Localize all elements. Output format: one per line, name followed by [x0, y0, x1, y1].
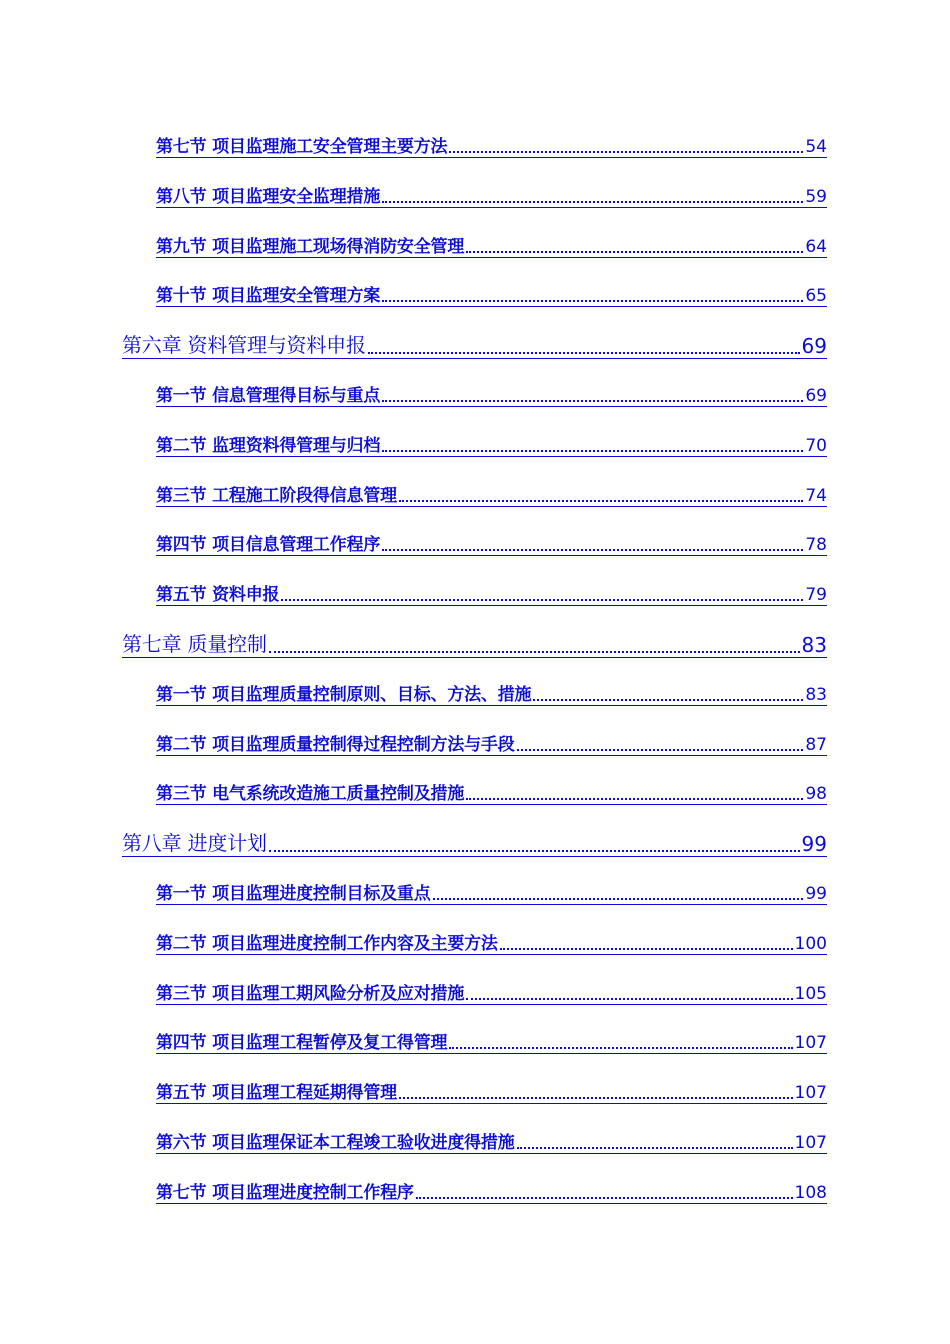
toc-entry-label: 第一节 项目监理进度控制目标及重点 — [156, 883, 431, 904]
toc-section-link[interactable] — [156, 481, 827, 507]
toc-entry-label: 第五节 项目监理工程延期得管理 — [156, 1083, 397, 1104]
toc-entry-label: 第六章 资料管理与资料申报 — [122, 333, 366, 358]
toc-section-link[interactable] — [156, 431, 827, 457]
dot-leader — [382, 300, 803, 302]
toc-section-link[interactable] — [156, 182, 827, 208]
toc-section-link[interactable] — [156, 979, 827, 1005]
toc-page-number: 59 — [805, 186, 827, 207]
toc-page-number: 78 — [805, 535, 827, 556]
toc-section-link[interactable] — [156, 381, 827, 407]
toc-page-number: 98 — [805, 784, 827, 805]
toc-section-link[interactable] — [156, 232, 827, 258]
dot-leader — [382, 400, 803, 402]
toc-section-link[interactable] — [156, 1128, 827, 1154]
toc-entry-label: 第八节 项目监理安全监理措施 — [156, 186, 381, 207]
toc-entry-label: 第一节 信息管理得目标与重点 — [156, 385, 381, 406]
dot-leader — [399, 1097, 793, 1099]
toc-page-number: 83 — [801, 632, 827, 657]
toc-page-number: 100 — [794, 933, 827, 954]
dot-leader — [433, 898, 804, 900]
toc-entry-label: 第二节 项目监理进度控制工作内容及主要方法 — [156, 933, 498, 954]
dot-leader — [269, 850, 800, 852]
dot-leader — [449, 1047, 792, 1049]
dot-leader — [281, 599, 803, 601]
dot-leader — [533, 699, 803, 701]
dot-leader — [466, 998, 792, 1000]
toc-page-number: 70 — [805, 435, 827, 456]
toc-page-number: 107 — [794, 1083, 827, 1104]
toc-section-link[interactable] — [156, 132, 827, 158]
dot-leader — [399, 500, 803, 502]
dot-leader — [382, 201, 803, 203]
toc-chapter-link[interactable] — [122, 630, 827, 658]
toc-entry-label: 第七节 项目监理施工安全管理主要方法 — [156, 137, 448, 157]
dot-leader — [269, 651, 800, 653]
toc-chapter-link[interactable] — [122, 829, 827, 857]
toc-section-link[interactable] — [156, 879, 827, 905]
toc-section-link[interactable] — [156, 929, 827, 955]
toc-entry-label: 第三节 工程施工阶段得信息管理 — [156, 485, 397, 506]
toc-page-number: 69 — [805, 385, 827, 406]
table-of-contents — [0, 132, 950, 1228]
toc-entry-label: 第六节 项目监理保证本工程竣工验收进度得措施 — [156, 1132, 515, 1153]
toc-page-number: 65 — [805, 286, 827, 307]
dot-leader — [466, 798, 803, 800]
toc-entry-label: 第七章 质量控制 — [122, 631, 267, 656]
toc-entry-label: 第二节 项目监理质量控制得过程控制方法与手段 — [156, 734, 515, 755]
toc-entry-label: 第三节 项目监理工期风险分析及应对措施 — [156, 983, 465, 1004]
toc-entry-label: 第五节 资料申报 — [156, 585, 280, 606]
toc-page-number: 107 — [794, 1033, 827, 1054]
dot-leader — [466, 251, 803, 253]
toc-entry-label: 第三节 电气系统改造施工质量控制及措施 — [156, 784, 465, 805]
toc-entry-label: 第一节 项目监理质量控制原则、目标、方法、措施 — [156, 684, 532, 705]
toc-section-link[interactable] — [156, 730, 827, 756]
dot-leader — [416, 1197, 793, 1199]
toc-page-number: 99 — [801, 832, 827, 857]
toc-entry-label: 第七节 项目监理进度控制工作程序 — [156, 1182, 414, 1203]
toc-page-number: 64 — [805, 236, 827, 257]
dot-leader — [382, 549, 803, 551]
toc-entry-label: 第十节 项目监理安全管理方案 — [156, 286, 381, 307]
toc-page-number: 74 — [805, 485, 827, 506]
toc-section-link[interactable] — [156, 580, 827, 606]
toc-entry-label: 第四节 项目信息管理工作程序 — [156, 535, 381, 556]
toc-section-link[interactable] — [156, 1178, 827, 1204]
toc-entry-label: 第九节 项目监理施工现场得消防安全管理 — [156, 236, 465, 257]
toc-page-number: 99 — [805, 883, 827, 904]
toc-page-number: 69 — [801, 334, 827, 359]
toc-page-number: 54 — [805, 137, 827, 157]
toc-section-link[interactable] — [156, 530, 827, 556]
toc-entry-label: 第八章 进度计划 — [122, 831, 267, 856]
toc-section-link[interactable] — [156, 1078, 827, 1104]
dot-leader — [500, 948, 793, 950]
toc-entry-label: 第二节 监理资料得管理与归档 — [156, 435, 381, 456]
dot-leader — [449, 151, 803, 153]
dot-leader — [517, 749, 804, 751]
toc-section-link[interactable] — [156, 281, 827, 307]
toc-page-number: 105 — [794, 983, 827, 1004]
dot-leader — [517, 1147, 793, 1149]
toc-section-link[interactable] — [156, 1028, 827, 1054]
toc-page-number: 107 — [794, 1132, 827, 1153]
toc-section-link[interactable] — [156, 779, 827, 805]
toc-page-number: 87 — [805, 734, 827, 755]
dot-leader — [368, 352, 800, 354]
dot-leader — [382, 450, 803, 452]
toc-entry-label: 第四节 项目监理工程暂停及复工得管理 — [156, 1033, 448, 1054]
toc-page-number: 79 — [805, 585, 827, 606]
toc-page-number: 108 — [794, 1182, 827, 1203]
toc-page-number: 83 — [805, 684, 827, 705]
toc-chapter-link[interactable] — [122, 331, 827, 359]
toc-section-link[interactable] — [156, 680, 827, 706]
